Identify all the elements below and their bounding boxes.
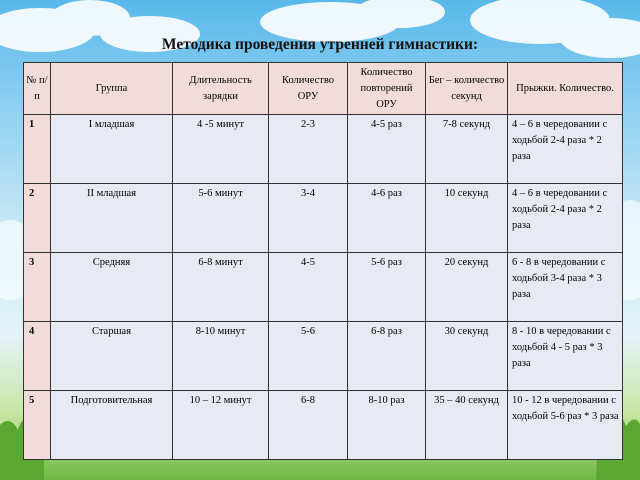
cell-group: Старшая [51, 322, 173, 391]
cell-run-seconds: 35 – 40 секунд [426, 391, 508, 460]
row-number: 3 [24, 253, 51, 322]
cell-oru-count: 2-3 [269, 115, 348, 184]
cell-jumps: 4 – 6 в чередовании с ходьбой 2-4 раза * 2 раза [508, 115, 623, 184]
cell-group: Средняя [51, 253, 173, 322]
cell-group: II младшая [51, 184, 173, 253]
row-number: 1 [24, 115, 51, 184]
header-group: Группа [51, 63, 173, 115]
cell-duration: 4 -5 минут [173, 115, 269, 184]
header-oru-count: Количество ОРУ [269, 63, 348, 115]
cell-run-seconds: 10 секунд [426, 184, 508, 253]
page-title: Методика проведения утренней гимнастики: [161, 36, 479, 53]
row-number: 4 [24, 322, 51, 391]
table-row [24, 115, 623, 184]
cell-duration: 6-8 минут [173, 253, 269, 322]
table-row [24, 391, 623, 460]
cell-jumps: 10 - 12 в чередовании с ходьбой 5-6 раз * 3 раза [508, 391, 623, 460]
cell-oru-repeats: 5-6 раз [348, 253, 426, 322]
cell-oru-repeats: 4-6 раз [348, 184, 426, 253]
cell-duration: 8-10 минут [173, 322, 269, 391]
cell-oru-repeats: 8-10 раз [348, 391, 426, 460]
table-row [24, 322, 623, 391]
cell-oru-count: 6-8 [269, 391, 348, 460]
cell-oru-count: 3-4 [269, 184, 348, 253]
cell-oru-count: 5-6 [269, 322, 348, 391]
cell-oru-repeats: 4-5 раз [348, 115, 426, 184]
cell-run-seconds: 20 секунд [426, 253, 508, 322]
cell-group: I младшая [51, 115, 173, 184]
cell-oru-repeats: 6-8 раз [348, 322, 426, 391]
cell-run-seconds: 7-8 секунд [426, 115, 508, 184]
cell-duration: 10 – 12 минут [173, 391, 269, 460]
row-number: 5 [24, 391, 51, 460]
cell-jumps: 4 – 6 в чередовании с ходьбой 2-4 раза * 2 раза [508, 184, 623, 253]
cell-group: Подготовительная [51, 391, 173, 460]
cell-duration: 5-6 минут [173, 184, 269, 253]
header-number: № п/п [24, 63, 51, 115]
header-duration: Длительность зарядки [173, 63, 269, 115]
table-row [24, 184, 623, 253]
cell-jumps: 6 - 8 в чередовании с ходьбой 3-4 раза * 3 раза [508, 253, 623, 322]
cell-run-seconds: 30 секунд [426, 322, 508, 391]
table-header-row [24, 63, 623, 115]
header-run-seconds: Бег – количество секунд [426, 63, 508, 115]
table-row [24, 253, 623, 322]
cell-oru-count: 4-5 [269, 253, 348, 322]
header-oru-repeats: Количество повторений ОРУ [348, 63, 426, 115]
gymnastics-table [23, 62, 623, 460]
header-jumps: Прыжки. Количество. [508, 63, 623, 115]
cell-jumps: 8 - 10 в чередовании с ходьбой 4 - 5 раз * 3 раза [508, 322, 623, 391]
row-number: 2 [24, 184, 51, 253]
